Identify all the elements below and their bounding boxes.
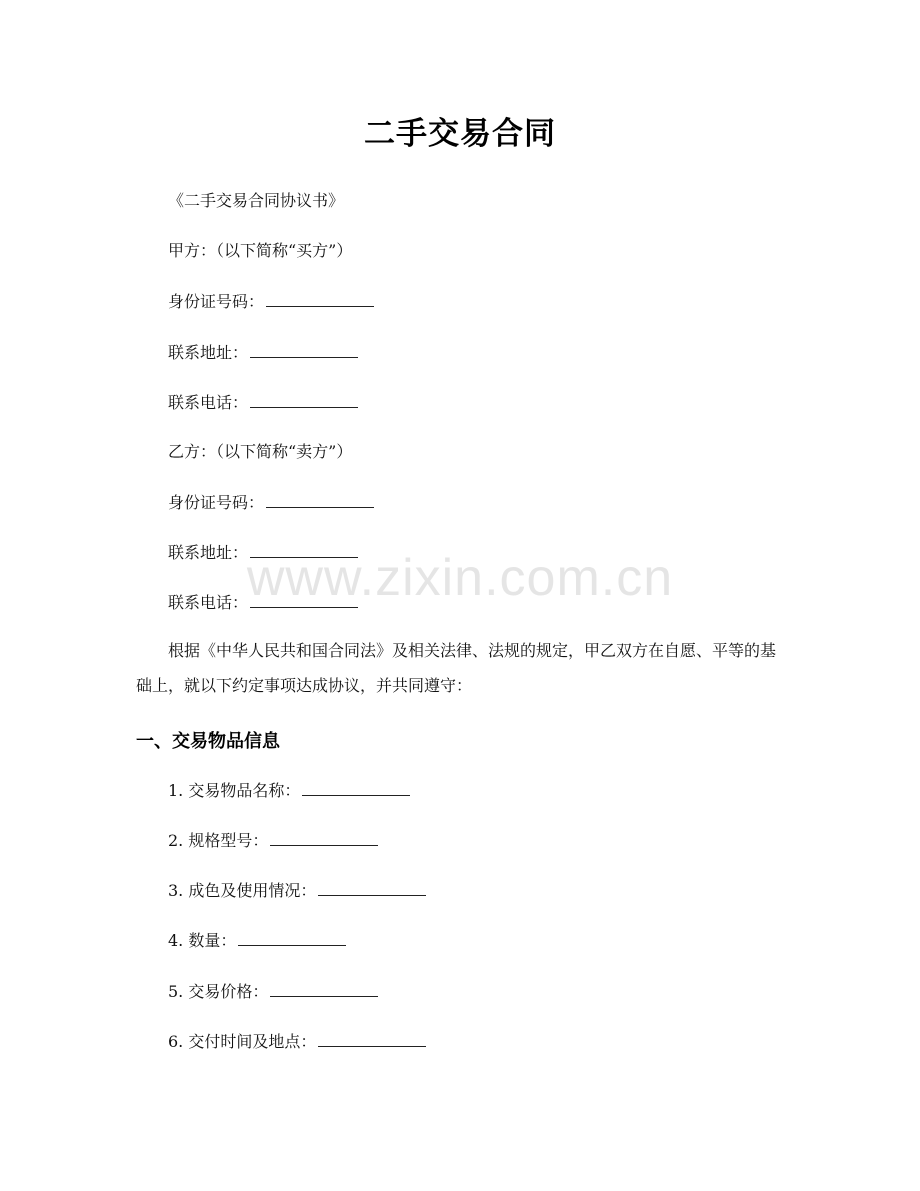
item-line (168, 981, 378, 1003)
party-a-address-blank[interactable] (250, 342, 358, 358)
party-a-address-line (168, 342, 358, 364)
party-b-phone-label: 联系电话： (168, 593, 249, 612)
item-label: 4. 数量： (168, 931, 237, 950)
party-b-label: 乙方：（以下简称“卖方”） (168, 442, 353, 461)
item-blank[interactable] (318, 1031, 426, 1047)
page-title: 二手交易合同 (364, 116, 556, 152)
party-a-label: 甲方：（以下简称“买方”） (168, 241, 353, 260)
item-blank[interactable] (238, 930, 346, 946)
item-label: 6. 交付时间及地点： (168, 1032, 317, 1051)
party-b-address-label: 联系地址： (168, 543, 249, 562)
item-line (168, 780, 410, 802)
party-a-phone-blank[interactable] (250, 392, 358, 408)
item-line (168, 880, 426, 902)
party-b-phone-line (168, 592, 358, 614)
item-line (168, 1031, 426, 1053)
party-a-phone-line (168, 392, 358, 414)
watermark: www.zixin.com.cn (246, 549, 674, 607)
party-a-address-label: 联系地址： (168, 343, 249, 362)
item-blank[interactable] (270, 830, 378, 846)
party-b-id-label: 身份证号码： (168, 493, 265, 512)
item-label: 1. 交易物品名称： (168, 781, 301, 800)
contract-subtitle: 《二手交易合同协议书》 (168, 191, 345, 210)
intro-paragraph: 根据《中华人民共和国合同法》及相关法律、法规的规定，甲乙双方在自愿、平等的基础上，就以下约定事项达成协议，并共同遵守： (136, 641, 777, 695)
item-label: 5. 交易价格： (168, 982, 269, 1001)
party-b-id-line (168, 492, 374, 514)
item-blank[interactable] (270, 981, 378, 997)
party-a-id-label: 身份证号码： (168, 292, 265, 311)
item-label: 3. 成色及使用情况： (168, 881, 317, 900)
item-line (168, 830, 378, 852)
item-blank[interactable] (302, 780, 410, 796)
party-a-id-blank[interactable] (266, 291, 374, 307)
party-b-address-blank[interactable] (250, 542, 358, 558)
party-a-phone-label: 联系电话： (168, 393, 249, 412)
section-1-heading: 一、交易物品信息 (136, 731, 280, 752)
party-b-phone-blank[interactable] (250, 592, 358, 608)
party-b-id-blank[interactable] (266, 492, 374, 508)
party-a-id-line (168, 291, 374, 313)
item-label: 2. 规格型号： (168, 831, 269, 850)
item-blank[interactable] (318, 880, 426, 896)
item-line (168, 930, 346, 952)
party-b-address-line (168, 542, 358, 564)
